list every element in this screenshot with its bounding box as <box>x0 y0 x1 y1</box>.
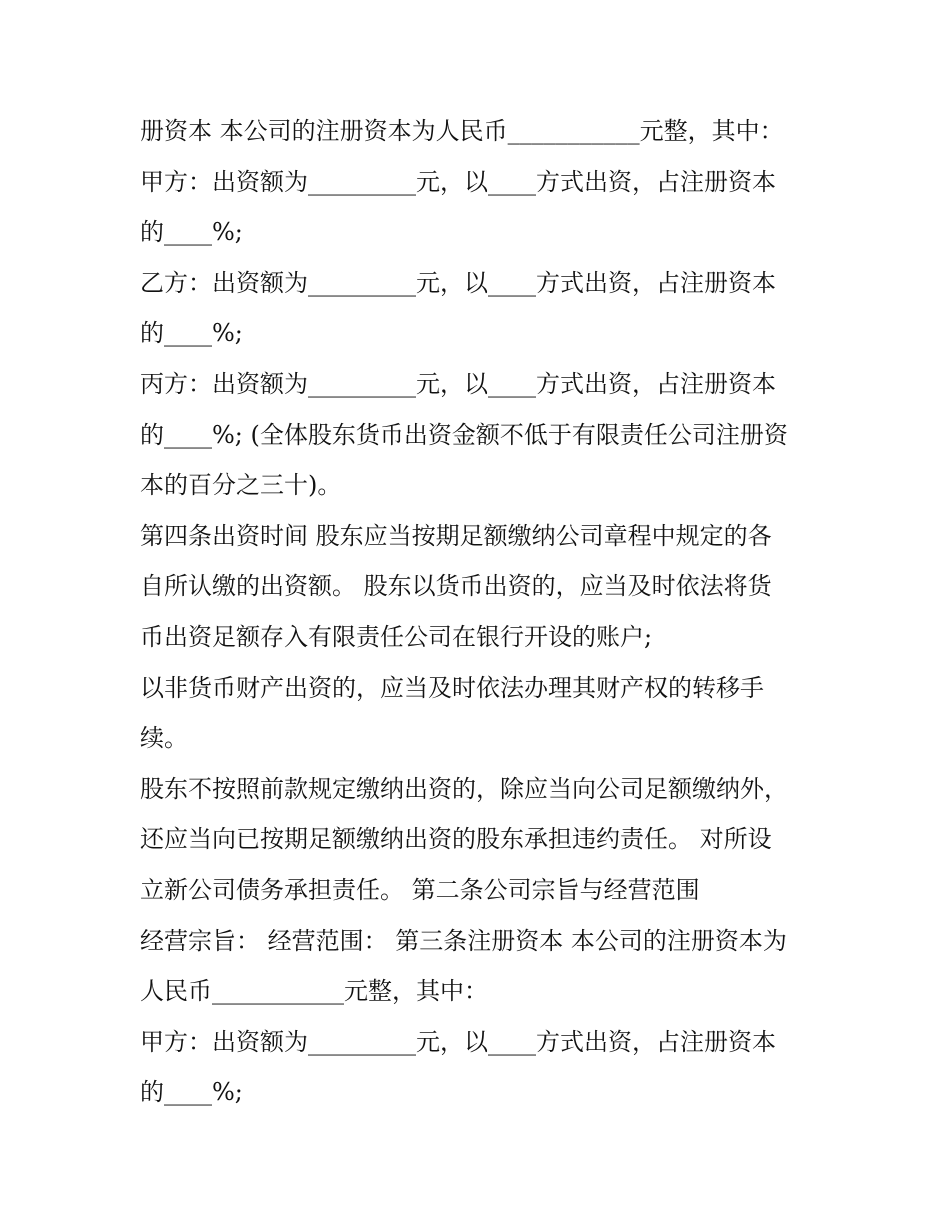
text-line: 人民币___________元整，其中： <box>140 977 488 1006</box>
text-line: 立新公司债务承担责任。 第二条公司宗旨与经营范围 <box>140 875 700 904</box>
text-line: 乙方：出资额为_________元，以____方式出资，占注册资本 <box>140 268 776 297</box>
text-line: 续。 <box>140 724 188 753</box>
text-line: 本的百分之三十)。 <box>140 471 342 500</box>
text-line: 股东不按照前款规定缴纳出资的，除应当向公司足额缴纳外， <box>140 774 788 803</box>
text-line: 以非货币财产出资的，应当及时依法办理其财产权的转移手 <box>140 673 764 702</box>
text-line: 册资本 本公司的注册资本为人民币___________元整，其中： <box>140 117 784 145</box>
text-line: 的____%; <box>140 319 243 348</box>
text-line: 的____%; <box>140 1078 243 1107</box>
text-line: 丙方：出资额为_________元，以____方式出资，占注册资本 <box>140 369 776 398</box>
text-line: 经营宗旨： 经营范围： 第三条注册资本 本公司的注册资本为 <box>140 926 787 955</box>
text-line: 第四条出资时间 股东应当按期足额缴纳公司章程中规定的各 <box>140 521 772 550</box>
text-line: 自所认缴的出资额。 股东以货币出资的，应当及时依法将货 <box>140 572 772 601</box>
text-line: 的____%; <box>140 218 243 247</box>
text-line: 币出资足额存入有限责任公司在银行开设的账户; <box>140 622 653 651</box>
document-body <box>140 106 820 1118</box>
text-line: 甲方：出资额为_________元，以____方式出资，占注册资本 <box>140 167 776 196</box>
text-line: 甲方：出资额为_________元，以____方式出资，占注册资本 <box>140 1027 776 1056</box>
text-line: 的____%; (全体股东货币出资金额不低于有限责任公司注册资 <box>140 420 788 449</box>
text-line: 还应当向已按期足额缴纳出资的股东承担违约责任。 对所设 <box>140 825 772 854</box>
